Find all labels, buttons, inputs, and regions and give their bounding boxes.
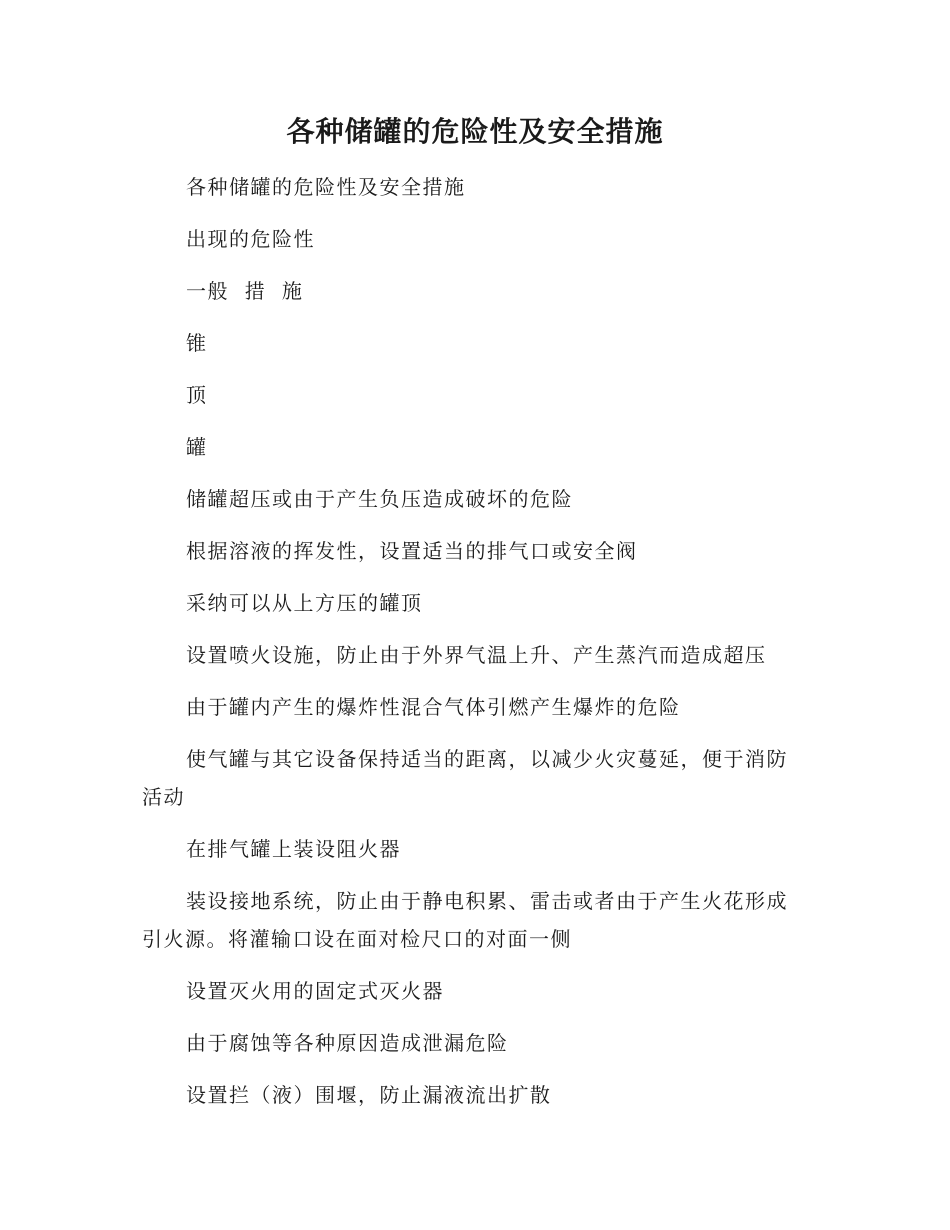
paragraph: 设置拦（液）围堰，防止漏液流出扩散: [186, 1083, 552, 1107]
document-title: 各种储罐的危险性及安全措施: [286, 115, 664, 148]
paragraph: 锥: [186, 331, 208, 355]
paragraph: 由于罐内产生的爆炸性混合气体引燃产生爆炸的危险: [186, 695, 681, 719]
paragraph: 各种储罐的危险性及安全措施: [186, 175, 466, 199]
paragraph: 设置灭火用的固定式灭火器: [186, 979, 444, 1003]
paragraph: 出现的危险性: [186, 227, 315, 251]
paragraph: 使气罐与其它设备保持适当的距离，以减少火灾蔓延，便于消防活动: [142, 747, 788, 809]
paragraph: 在排气罐上装设阻火器: [186, 837, 401, 861]
paragraph: 采纳可以从上方压的罐顶: [186, 591, 423, 615]
paragraph: 装设接地系统，防止由于静电积累、雷击或者由于产生火花形成引火源。将灌输口设在面对检尺口的对面一侧: [142, 889, 788, 951]
document-body: [142, 168, 802, 1128]
paragraph: 储罐超压或由于产生负压造成破坏的危险: [186, 487, 573, 511]
paragraph: 一般 措 施: [186, 279, 304, 303]
paragraph: 设置喷火设施，防止由于外界气温上升、产生蒸汽而造成超压: [186, 643, 767, 667]
paragraph: 顶: [186, 383, 208, 407]
paragraph: 根据溶液的挥发性，设置适当的排气口或安全阀: [186, 539, 638, 563]
paragraph: 由于腐蚀等各种原因造成泄漏危险: [186, 1031, 509, 1055]
paragraph: 罐: [186, 435, 208, 459]
